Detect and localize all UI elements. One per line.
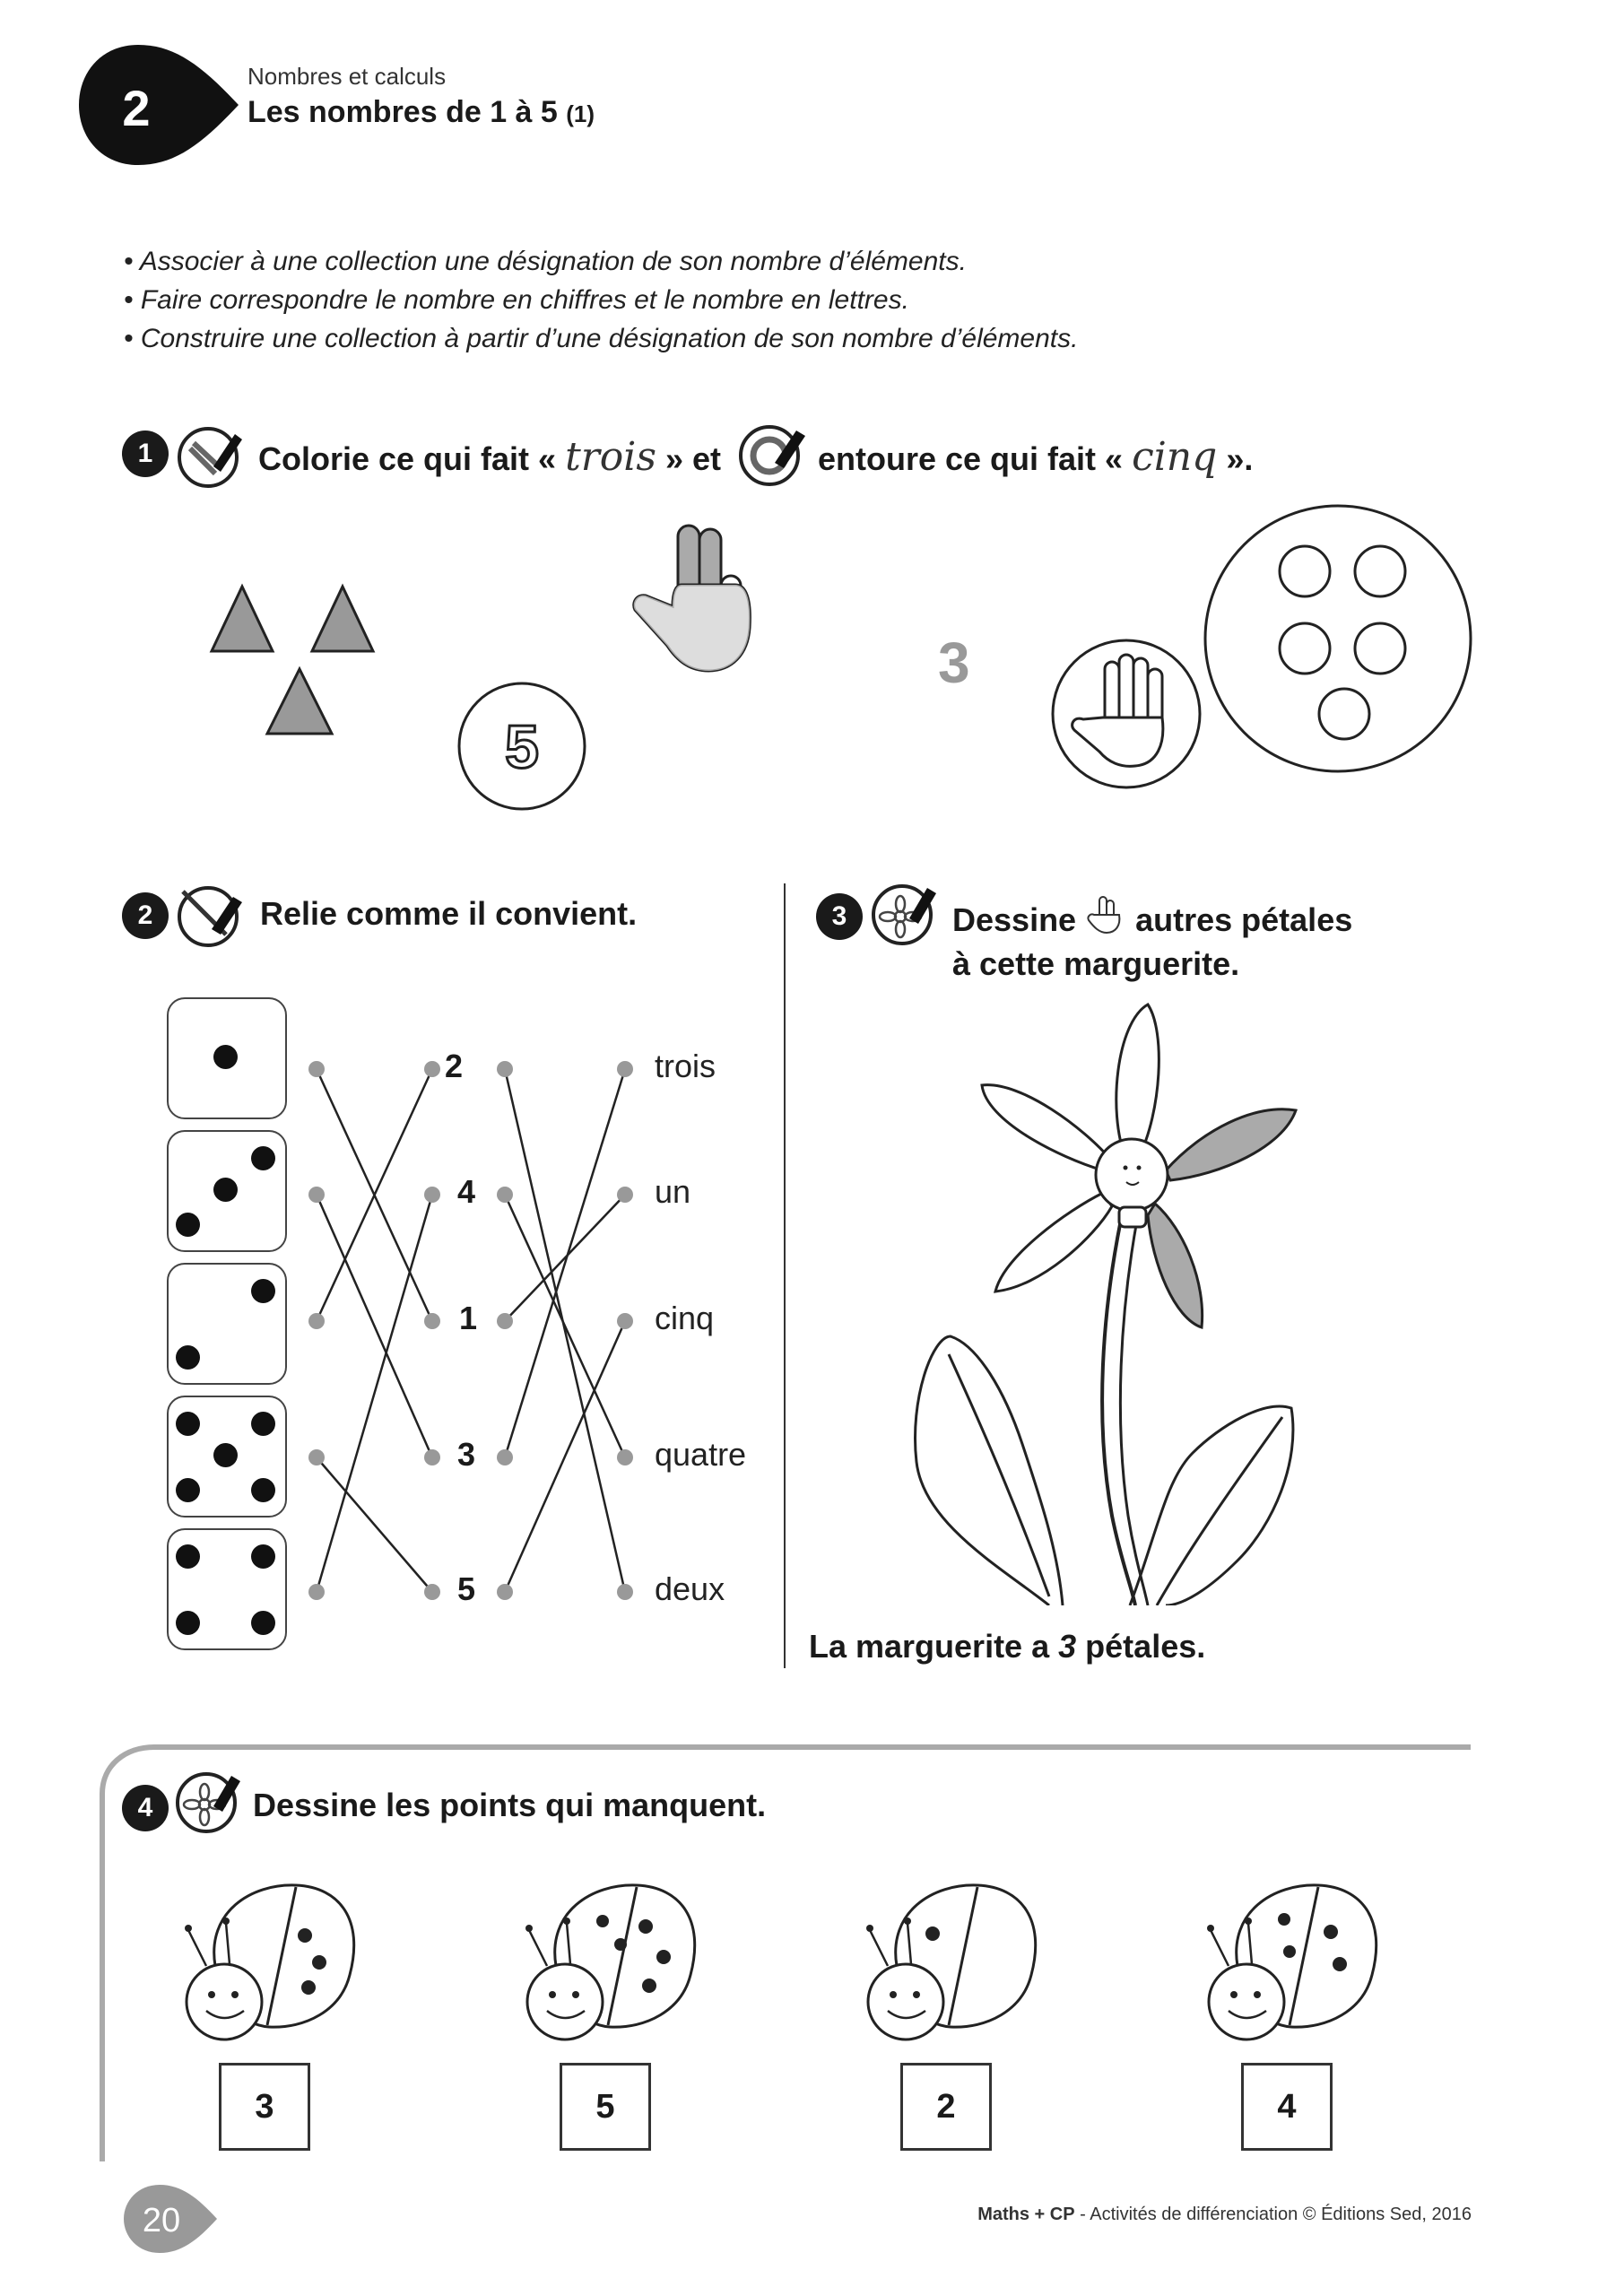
number-label: 5 [457,1570,476,1607]
exercise-3-line-1 [952,895,1352,939]
link-dot [424,1061,440,1077]
footer-brand: Maths + CP [977,2205,1075,2224]
exercise-1-instruction-b [818,434,1253,480]
triangle [267,669,332,734]
objective-item: • Associer à une collection une désignation de son nombre d’éléments. [124,247,967,276]
exercise-2-number: 2 [122,892,169,939]
exercise-3-number: 3 [816,893,863,940]
link-dot [424,1584,440,1600]
instruction-text: autres pétales [1135,901,1353,938]
page-number: 20 [142,2202,181,2239]
word-label: deux [655,1570,725,1607]
exercise-3-line-2: à cette marguerite. [952,945,1240,982]
dot [1280,546,1330,596]
word-label: un [655,1173,691,1210]
count-box: 2 [900,2063,992,2151]
link-dot [308,1449,325,1465]
link-dot [424,1449,440,1465]
triangle [312,587,373,651]
die-two [167,1263,287,1385]
caption-number: 3 [1058,1628,1077,1665]
instruction-text: Colorie ce qui fait « [258,440,557,477]
column-divider [784,883,786,1668]
lesson-number-badge [75,38,246,172]
word-trois: trois [565,434,656,480]
exercise-2-instruction: Relie comme il convient. [260,895,638,932]
dot [1355,546,1405,596]
page-title [248,95,595,130]
exercise-1-instruction [258,434,721,480]
two-fingers-hand-icon [1085,895,1126,935]
daisy-caption [809,1628,1205,1665]
digit-three: 3 [938,631,970,695]
subject-label: Nombres et calculs [248,63,447,90]
lesson-number: 2 [122,80,151,136]
word-label: cinq [655,1300,715,1336]
page-title-text: Les nombres de 1 à 5 [248,95,558,129]
link-dot [617,1061,633,1077]
number-label: 2 [445,1048,464,1084]
caption-text: La marguerite a [809,1628,1050,1665]
circled-digit-five [456,680,588,813]
circle-pencil-icon [739,420,807,488]
ladybug-drawing [843,1876,1049,2047]
circled-open-hand-icon [1049,637,1203,791]
die-four [167,1528,287,1650]
link-dot [617,1187,633,1203]
link-dot [617,1313,633,1329]
word-cinq: cinq [1132,434,1218,480]
page-number-badge [122,2181,221,2257]
link-dot [308,1061,325,1077]
count-box: 3 [219,2063,310,2151]
ladybug-drawing [502,1876,708,2047]
footer-copyright: - Activités de différenciation © Éditions Sed, 2016 [1080,2205,1472,2224]
number-label: 3 [457,1436,476,1473]
dot [1280,623,1330,674]
link-dot [617,1449,633,1465]
link-dot [497,1584,513,1600]
link-dot [308,1187,325,1203]
page-title-part: (1) [566,100,595,127]
triangle [212,587,273,651]
link-dot [617,1584,633,1600]
objective-item: • Construire une collection à partir d’une désignation de son nombre d’éléments. [124,324,1079,353]
ladybug-drawing [1184,1876,1390,2047]
exercise-4-number: 4 [122,1785,169,1831]
count-box: 4 [1241,2063,1333,2151]
exercise-4-instruction: Dessine les points qui manquent. [253,1787,767,1823]
instruction-text: » et [664,440,722,477]
link-dot [424,1187,440,1203]
number-label: 1 [459,1300,478,1336]
die-five [167,1396,287,1518]
number-label: 4 [457,1173,476,1210]
word-label: trois [655,1048,716,1084]
exercise-1-number: 1 [122,430,169,477]
link-dot [497,1313,513,1329]
word-label: quatre [655,1436,747,1473]
objectives-list [124,242,1078,358]
footer-credit [977,2205,1472,2225]
die-one [167,997,287,1119]
instruction-text: ». [1226,440,1254,477]
link-dot [497,1449,513,1465]
link-dot [497,1187,513,1203]
link-dot [308,1584,325,1600]
instruction-text: entoure ce qui fait « [818,440,1124,477]
hand-three-fingers-icon [628,520,771,682]
pencil-color-icon [176,422,244,490]
objective-item: • Faire correspondre le nombre en chiffres et le nombre en lettres. [124,285,909,315]
digit-five: 5 [505,713,539,781]
flower-pencil-icon [870,879,938,947]
link-dot [497,1061,513,1077]
dot [1355,623,1405,674]
three-triangles [206,574,386,744]
count-box: 5 [560,2063,651,2151]
die-three [167,1130,287,1252]
instruction-text: Dessine [952,901,1077,938]
daisy-flower-drawing [897,996,1363,1605]
ladybug-drawing [161,1876,368,2047]
dot [1319,689,1369,739]
five-dots-circle [1202,502,1475,776]
caption-text: pétales. [1085,1628,1206,1665]
flower-pencil-icon [174,1767,242,1835]
link-dot [424,1313,440,1329]
ruler-pencil-icon [176,881,244,949]
link-dot [308,1313,325,1329]
